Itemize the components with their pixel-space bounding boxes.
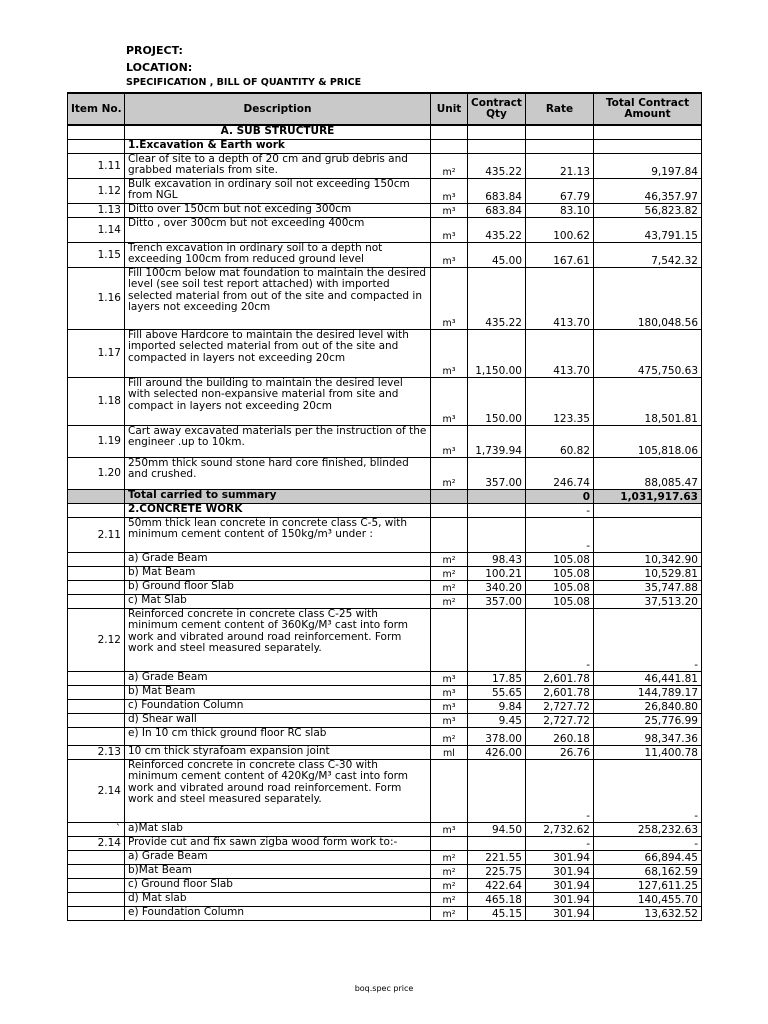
table-row — [68, 878, 702, 892]
cell-rate: 413.70 — [526, 329, 594, 377]
cell-unit — [431, 517, 468, 552]
table-row — [68, 864, 702, 878]
cell-unit: m² — [431, 153, 468, 178]
cell-description: Ditto , over 300cm but not exceeding 400cm — [125, 217, 431, 242]
cell-rate: 123.35 — [526, 377, 594, 425]
cell-qty: 55.65 — [468, 685, 526, 699]
cell-qty: 9.45 — [468, 713, 526, 727]
cell-qty: 357.00 — [468, 457, 526, 489]
cell-qty: 683.84 — [468, 178, 526, 203]
cell-description: a) Grade Beam — [125, 850, 431, 864]
cell-description: b)Mat Beam — [125, 864, 431, 878]
cell-rate: 105.08 — [526, 566, 594, 580]
cell-amount: 7,542.32 — [594, 242, 702, 267]
cell-qty: 100.21 — [468, 566, 526, 580]
cell-item-no: 2.14 — [68, 759, 125, 822]
cell-description: d) Mat slab — [125, 892, 431, 906]
table-row — [68, 594, 702, 608]
cell-item-no — [68, 864, 125, 878]
cell-item-no — [68, 566, 125, 580]
total-row — [68, 489, 702, 503]
cell-unit — [431, 759, 468, 822]
cell-amount — [594, 517, 702, 552]
cell-description: c) Ground floor Slab — [125, 878, 431, 892]
table-row — [68, 217, 702, 242]
cell-unit: m³ — [431, 377, 468, 425]
cell-item-no — [68, 878, 125, 892]
cell-qty: 435.22 — [468, 267, 526, 329]
cell-amount: 37,513.20 — [594, 594, 702, 608]
cell-qty: 45.00 — [468, 242, 526, 267]
cell-qty: 378.00 — [468, 727, 526, 745]
cell-rate: 83.10 — [526, 203, 594, 217]
location-label: LOCATION: — [126, 61, 193, 74]
cell-qty — [468, 489, 526, 503]
cell-qty — [468, 836, 526, 850]
cell-item-no — [68, 685, 125, 699]
cell-unit: m³ — [431, 699, 468, 713]
boq-table — [67, 92, 702, 921]
cell-unit: m³ — [431, 713, 468, 727]
cell-unit: m³ — [431, 671, 468, 685]
cell-description: c) Foundation Column — [125, 699, 431, 713]
cell-unit — [431, 836, 468, 850]
col-description: Description — [125, 93, 431, 125]
cell-rate: 100.62 — [526, 217, 594, 242]
cell-rate: 2,601.78 — [526, 671, 594, 685]
cell-qty: 9.84 — [468, 699, 526, 713]
cell-amount: 180,048.56 — [594, 267, 702, 329]
cell-unit: m² — [431, 566, 468, 580]
cell-description: e) Foundation Column — [125, 906, 431, 920]
table-header-row — [68, 93, 702, 125]
cell-amount: 11,400.78 — [594, 745, 702, 759]
cell-qty — [468, 608, 526, 671]
table-row — [68, 892, 702, 906]
cell-rate: 301.94 — [526, 850, 594, 864]
cell-description: Bulk excavation in ordinary soil not exceeding 150cm from NGL — [125, 178, 431, 203]
cell-description: Cart away excavated materials per the instruction of the engineer .up to 10km. — [125, 425, 431, 457]
table-row — [68, 329, 702, 377]
cell-amount — [594, 503, 702, 517]
cell-qty: 340.20 — [468, 580, 526, 594]
cell-item-no: 1.18 — [68, 377, 125, 425]
cell-description: 1.Excavation & Earth work — [125, 139, 431, 153]
sheet-name: boq.spec price — [354, 984, 414, 993]
cell-description: Fill 100cm below mat foundation to maintain the desired level (see soil test report attached) with imported selected material from out of the site and compacted in layers not exceeding 20cm — [125, 267, 431, 329]
cell-item-no: 1.19 — [68, 425, 125, 457]
table-row — [68, 552, 702, 566]
cell-item-no — [68, 580, 125, 594]
cell-unit — [431, 503, 468, 517]
cell-unit: m³ — [431, 425, 468, 457]
col-total-amount: Total Contract Amount — [594, 93, 702, 125]
cell-amount — [594, 125, 702, 139]
cell-description: c) Mat Slab — [125, 594, 431, 608]
project-label: PROJECT: — [126, 44, 183, 57]
cell-unit: ml — [431, 745, 468, 759]
cell-amount: 258,232.63 — [594, 822, 702, 836]
cell-item-no: 1.11 — [68, 153, 125, 178]
cell-item-no — [68, 671, 125, 685]
cell-item-no: 1.20 — [68, 457, 125, 489]
cell-unit — [431, 125, 468, 139]
cell-description: A. SUB STRUCTURE — [125, 125, 431, 139]
cell-rate: - — [526, 503, 594, 517]
table-row — [68, 125, 702, 139]
cell-amount: 13,632.52 — [594, 906, 702, 920]
cell-qty: 98.43 — [468, 552, 526, 566]
cell-item-no — [68, 906, 125, 920]
table-row — [68, 517, 702, 552]
cell-rate: 2,727.72 — [526, 699, 594, 713]
cell-amount: 66,894.45 — [594, 850, 702, 864]
cell-item-no: 2.14 — [68, 836, 125, 850]
cell-amount: 1,031,917.63 — [594, 489, 702, 503]
cell-qty: 1,739.94 — [468, 425, 526, 457]
cell-amount: - — [594, 608, 702, 671]
cell-unit: m³ — [431, 242, 468, 267]
cell-unit: m³ — [431, 267, 468, 329]
cell-amount — [594, 139, 702, 153]
cell-rate: - — [526, 836, 594, 850]
table-row — [68, 608, 702, 671]
table-row — [68, 745, 702, 759]
cell-description: 10 cm thick styrafoam expansion joint — [125, 745, 431, 759]
cell-item-no — [68, 713, 125, 727]
table-row — [68, 377, 702, 425]
cell-item-no: 2.13 — [68, 745, 125, 759]
cell-qty: 94.50 — [468, 822, 526, 836]
table-row — [68, 713, 702, 727]
cell-rate — [526, 139, 594, 153]
cell-unit: m² — [431, 906, 468, 920]
cell-qty — [468, 503, 526, 517]
cell-rate: 67.79 — [526, 178, 594, 203]
cell-unit: m² — [431, 878, 468, 892]
cell-rate: 301.94 — [526, 878, 594, 892]
cell-item-no: 1.14 — [68, 217, 125, 242]
cell-description: d) Shear wall — [125, 713, 431, 727]
col-unit: Unit — [431, 93, 468, 125]
cell-item-no: 2.11 — [68, 517, 125, 552]
table-row — [68, 699, 702, 713]
cell-amount: 25,776.99 — [594, 713, 702, 727]
table-row — [68, 203, 702, 217]
table-row — [68, 425, 702, 457]
cell-amount: 35,747.88 — [594, 580, 702, 594]
cell-unit: m³ — [431, 217, 468, 242]
cell-rate: 2,601.78 — [526, 685, 594, 699]
cell-description: 250mm thick sound stone hard core finished, blinded and crushed. — [125, 457, 431, 489]
cell-rate: 301.94 — [526, 864, 594, 878]
cell-qty: 1,150.00 — [468, 329, 526, 377]
cell-rate: 105.08 — [526, 594, 594, 608]
cell-item-no — [68, 699, 125, 713]
cell-item-no: 1.12 — [68, 178, 125, 203]
cell-item-no — [68, 489, 125, 503]
cell-rate: 60.82 — [526, 425, 594, 457]
cell-amount: 10,342.90 — [594, 552, 702, 566]
cell-unit: m³ — [431, 685, 468, 699]
cell-unit: m³ — [431, 329, 468, 377]
cell-description: Ditto over 150cm but not exceding 300cm — [125, 203, 431, 217]
cell-rate: 26.76 — [526, 745, 594, 759]
cell-rate: 105.08 — [526, 552, 594, 566]
cell-qty — [468, 125, 526, 139]
cell-unit: m² — [431, 594, 468, 608]
cell-unit: m² — [431, 850, 468, 864]
cell-rate: 21.13 — [526, 153, 594, 178]
table-row — [68, 178, 702, 203]
cell-amount: - — [594, 836, 702, 850]
cell-item-no: 1.15 — [68, 242, 125, 267]
cell-rate: 167.61 — [526, 242, 594, 267]
cell-item-no: 1.17 — [68, 329, 125, 377]
cell-description: a)Mat slab — [125, 822, 431, 836]
cell-description: b) Ground floor Slab — [125, 580, 431, 594]
cell-qty: 422.64 — [468, 878, 526, 892]
cell-rate: 2,732.62 — [526, 822, 594, 836]
cell-amount: 18,501.81 — [594, 377, 702, 425]
cell-item-no — [68, 552, 125, 566]
cell-unit — [431, 608, 468, 671]
col-item-no: Item No. — [68, 93, 125, 125]
cell-description: a) Grade Beam — [125, 671, 431, 685]
cell-rate: 260.18 — [526, 727, 594, 745]
table-row — [68, 267, 702, 329]
cell-unit: m² — [431, 457, 468, 489]
cell-unit — [431, 489, 468, 503]
cell-unit: m³ — [431, 203, 468, 217]
cell-qty: 17.85 — [468, 671, 526, 685]
cell-rate: 301.94 — [526, 892, 594, 906]
cell-description: Clear of site to a depth of 20 cm and grub debris and grabbed materials from site. — [125, 153, 431, 178]
cell-description: a) Grade Beam — [125, 552, 431, 566]
cell-amount: 56,823.82 — [594, 203, 702, 217]
cell-rate: 105.08 — [526, 580, 594, 594]
cell-amount: 9,197.84 — [594, 153, 702, 178]
cell-item-no: 1.13 — [68, 203, 125, 217]
cell-qty: 150.00 — [468, 377, 526, 425]
spec-title: SPECIFICATION , BILL OF QUANTITY & PRICE — [126, 77, 362, 88]
table-row — [68, 850, 702, 864]
cell-description: Reinforced concrete in concrete class C-30 with minimum cement content of 420Kg/M³ cast into form work and vibrated around road reinforcement. Form work and steel measured separately. — [125, 759, 431, 822]
col-contract-qty: Contract Qty — [468, 93, 526, 125]
table-row — [68, 671, 702, 685]
cell-item-no — [68, 892, 125, 906]
cell-description: e) In 10 cm thick ground floor RC slab — [125, 727, 431, 745]
cell-item-no — [68, 594, 125, 608]
cell-amount: 68,162.59 — [594, 864, 702, 878]
cell-item-no — [68, 503, 125, 517]
cell-item-no — [68, 727, 125, 745]
table-row — [68, 566, 702, 580]
cell-description: Provide cut and fix sawn zigba wood form work to:- — [125, 836, 431, 850]
cell-qty: 683.84 — [468, 203, 526, 217]
cell-rate: - — [526, 608, 594, 671]
cell-amount: 46,357.97 — [594, 178, 702, 203]
cell-qty: 221.55 — [468, 850, 526, 864]
cell-unit: m³ — [431, 822, 468, 836]
cell-item-no — [68, 139, 125, 153]
table-row — [68, 503, 702, 517]
cell-qty: 357.00 — [468, 594, 526, 608]
cell-rate: 301.94 — [526, 906, 594, 920]
cell-amount: 475,750.63 — [594, 329, 702, 377]
cell-rate — [526, 125, 594, 139]
cell-description: Fill around the building to maintain the desired level with selected non-expansive material from site and compact in layers not exceeding 20cm — [125, 377, 431, 425]
table-row — [68, 153, 702, 178]
cell-description: Total carried to summary — [125, 489, 431, 503]
cell-rate: 413.70 — [526, 267, 594, 329]
table-row — [68, 457, 702, 489]
cell-amount: 88,085.47 — [594, 457, 702, 489]
table-row — [68, 242, 702, 267]
cell-description: Fill above Hardcore to maintain the desired level with imported selected material from out of the site and compacted in layers not exceeding 20cm — [125, 329, 431, 377]
cell-unit: m² — [431, 892, 468, 906]
cell-unit: m² — [431, 727, 468, 745]
cell-amount: 140,455.70 — [594, 892, 702, 906]
cell-unit: m² — [431, 580, 468, 594]
cell-description: 2.CONCRETE WORK — [125, 503, 431, 517]
table-row — [68, 685, 702, 699]
cell-rate: 2,727.72 — [526, 713, 594, 727]
cell-amount: 26,840.80 — [594, 699, 702, 713]
cell-qty — [468, 139, 526, 153]
cell-item-no: 2.12 — [68, 608, 125, 671]
cell-qty: 426.00 — [468, 745, 526, 759]
cell-qty: 45.15 — [468, 906, 526, 920]
cell-amount: 10,529.81 — [594, 566, 702, 580]
cell-amount: - — [594, 759, 702, 822]
cell-unit: m² — [431, 864, 468, 878]
table-row — [68, 822, 702, 836]
cell-qty: 225.75 — [468, 864, 526, 878]
cell-amount: 46,441.81 — [594, 671, 702, 685]
cell-description: b) Mat Beam — [125, 566, 431, 580]
cell-qty — [468, 517, 526, 552]
cell-amount: 105,818.06 — [594, 425, 702, 457]
cell-item-no: 1.16 — [68, 267, 125, 329]
cell-item-no: ` — [68, 822, 125, 836]
cell-unit — [431, 139, 468, 153]
cell-description: Reinforced concrete in concrete class C-25 with minimum cement content of 360Kg/M³ cast into form work and vibrated around road reinforcement. Form work and steel measured separately. — [125, 608, 431, 671]
table-row — [68, 759, 702, 822]
table-row — [68, 906, 702, 920]
cell-rate: - — [526, 517, 594, 552]
table-row — [68, 139, 702, 153]
cell-rate: - — [526, 759, 594, 822]
cell-description: 50mm thick lean concrete in concrete class C-5, with minimum cement content of 150kg/m³ under : — [125, 517, 431, 552]
col-rate: Rate — [526, 93, 594, 125]
table-row — [68, 727, 702, 745]
cell-rate: 0 — [526, 489, 594, 503]
cell-amount: 98,347.36 — [594, 727, 702, 745]
cell-qty: 435.22 — [468, 153, 526, 178]
cell-description: b) Mat Beam — [125, 685, 431, 699]
cell-qty: 465.18 — [468, 892, 526, 906]
table-row — [68, 580, 702, 594]
cell-amount: 43,791.15 — [594, 217, 702, 242]
cell-item-no — [68, 125, 125, 139]
cell-item-no — [68, 850, 125, 864]
cell-amount: 144,789.17 — [594, 685, 702, 699]
cell-unit: m³ — [431, 178, 468, 203]
cell-qty — [468, 759, 526, 822]
cell-unit: m² — [431, 552, 468, 566]
cell-amount: 127,611.25 — [594, 878, 702, 892]
cell-rate: 246.74 — [526, 457, 594, 489]
table-row — [68, 836, 702, 850]
cell-qty: 435.22 — [468, 217, 526, 242]
cell-description: Trench excavation in ordinary soil to a depth not exceeding 100cm from reduced ground level — [125, 242, 431, 267]
